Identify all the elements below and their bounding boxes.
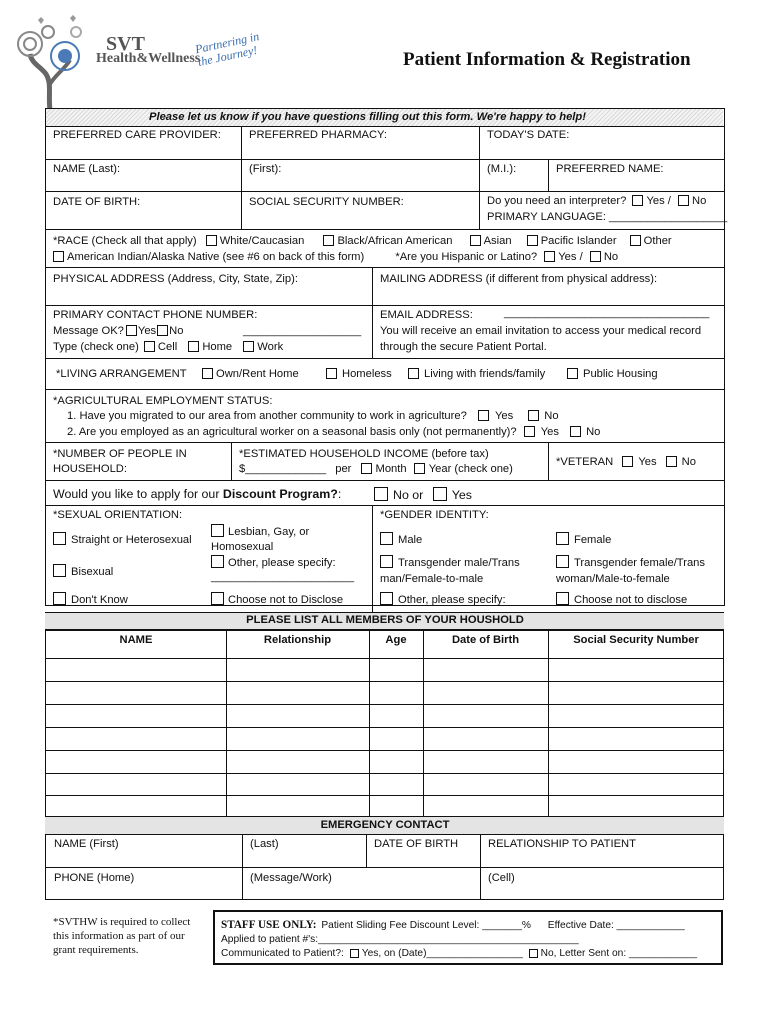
race-white-label: White/Caucasian <box>219 235 305 247</box>
race-black-checkbox[interactable] <box>323 235 334 246</box>
so-straight-checkbox[interactable] <box>53 532 66 545</box>
living-public-checkbox[interactable] <box>567 368 578 379</box>
message-yes-label: Yes <box>137 325 157 337</box>
divider <box>548 159 549 191</box>
so-lgb-checkbox[interactable] <box>211 524 224 537</box>
phone-work-label: Work <box>257 341 284 353</box>
income-year-label: Year (check one) <box>428 463 513 475</box>
so-other-label: Other, please specify: <box>228 557 336 569</box>
discount-program-label: Discount Program? <box>222 487 338 501</box>
divider <box>372 267 373 359</box>
living-homeless-option <box>326 367 392 381</box>
ec-first-name-label: NAME (First) <box>54 838 119 850</box>
staff-applied: Applied to patient #'s:______________________________________________ <box>221 934 579 945</box>
so-dontknow-option <box>53 592 128 607</box>
logo-tagline: Partnering in the Journey! <box>193 29 261 69</box>
hispanic-label: *Are you Hispanic or Latino? <box>395 251 538 263</box>
race-asian-checkbox[interactable] <box>470 235 481 246</box>
divider <box>45 505 724 506</box>
race-native-label: American Indian/Alaska Native (see #6 on back of this form) <box>67 251 365 263</box>
members-col-ssn: Social Security Number <box>573 634 699 646</box>
preferred-name-label: PREFERRED NAME: <box>556 163 664 175</box>
table-row[interactable] <box>46 681 724 682</box>
divider <box>480 834 481 899</box>
so-bisexual-option <box>53 564 113 579</box>
hispanic-yes-checkbox[interactable] <box>544 251 555 262</box>
living-friends-option <box>408 367 545 381</box>
divider <box>45 358 724 359</box>
agri-q1-label: 1. Have you migrated to our area from another community to work in agriculture? <box>67 410 467 422</box>
staff-row-3 <box>221 947 697 961</box>
staff-yes-checkbox[interactable] <box>350 949 359 958</box>
people-label-1: *NUMBER OF PEOPLE IN <box>53 448 187 460</box>
primary-language-label: PRIMARY LANGUAGE: ___________________ <box>487 211 728 223</box>
so-lgb-label-2: Homosexual <box>211 541 274 553</box>
phone-line: ___________________ <box>243 325 362 337</box>
income-label: *ESTIMATED HOUSEHOLD INCOME (before tax) <box>239 448 489 460</box>
date-of-birth-label: DATE OF BIRTH: <box>53 196 141 208</box>
logo-brand-bottom: Health&Wellness <box>96 51 201 66</box>
race-black-label: Black/African American <box>337 235 453 247</box>
so-other-option <box>211 555 336 570</box>
income-year-checkbox[interactable] <box>414 463 425 474</box>
race-white-checkbox[interactable] <box>206 235 217 246</box>
living-own-checkbox[interactable] <box>202 368 213 379</box>
interpreter-question <box>487 194 706 208</box>
hispanic-no-checkbox[interactable] <box>590 251 601 262</box>
sexual-orientation-label: *SEXUAL ORIENTATION: <box>53 509 183 521</box>
agri-q1-no-label: No <box>544 410 559 422</box>
staff-use-label: STAFF USE ONLY: <box>221 919 317 931</box>
gi-notdisclose-checkbox[interactable] <box>556 592 569 605</box>
phone-label: PRIMARY CONTACT PHONE NUMBER: <box>53 309 258 321</box>
so-other-checkbox[interactable] <box>211 555 224 568</box>
hispanic-no-label: No <box>603 251 619 263</box>
ec-message-label: (Message/Work) <box>250 872 332 884</box>
race-row <box>53 234 672 248</box>
gi-transmale-checkbox[interactable] <box>380 555 393 568</box>
phone-work-checkbox[interactable] <box>243 341 254 352</box>
message-no-label: No <box>169 325 184 337</box>
income-per: per <box>335 463 352 475</box>
agri-q1-yes-label: Yes <box>494 410 514 422</box>
discount-yes-checkbox[interactable] <box>433 487 447 501</box>
gi-female-option <box>556 532 611 547</box>
phone-home-label: Home <box>202 341 233 353</box>
preferred-pharmacy-label: PREFERRED PHARMACY: <box>249 129 388 141</box>
ec-dob-label: DATE OF BIRTH <box>374 838 459 850</box>
agri-q2-no-checkbox[interactable] <box>570 426 581 437</box>
divider <box>241 126 242 230</box>
message-ok-row <box>53 324 183 338</box>
living-friends-label: Living with friends/family <box>424 368 546 380</box>
emergency-table <box>45 834 724 900</box>
interpreter-yes-label: Yes / <box>646 195 671 207</box>
divider <box>45 126 724 127</box>
so-notdisclose-option <box>211 592 343 607</box>
agri-q1-no-checkbox[interactable] <box>528 410 539 421</box>
help-banner: Please let us know if you have questions filling out this form. We're happy to help! <box>149 111 586 123</box>
income-dollar: $ <box>239 463 246 475</box>
veteran-yes-checkbox[interactable] <box>622 456 633 467</box>
gi-other-option <box>380 592 506 607</box>
gi-transfemale-label-1: Transgender female/Trans <box>574 557 705 569</box>
veteran-row <box>556 455 696 469</box>
table-row[interactable] <box>46 704 724 705</box>
veteran-yes-label: Yes <box>638 456 657 468</box>
members-table <box>45 630 724 817</box>
phone-cell-label: Cell <box>157 341 178 353</box>
phone-home-checkbox[interactable] <box>188 341 199 352</box>
race-asian-label: Asian <box>483 235 512 247</box>
interpreter-no-label: No <box>692 195 707 207</box>
interpreter-label: Do you need an interpreter? <box>487 195 627 207</box>
divider <box>372 505 373 612</box>
logo-brand-top: SVT <box>106 33 145 55</box>
so-lgb-label-1: Lesbian, Gay, or <box>228 526 310 538</box>
gi-transfemale-option <box>556 555 705 570</box>
phone-type-label: Type (check one) <box>53 341 139 353</box>
staff-yes-label: Yes, on (Date)_________________ <box>361 948 523 959</box>
first-name-label: (First): <box>249 163 282 175</box>
staff-communicated-label: Communicated to Patient?: <box>221 948 344 959</box>
page-title: Patient Information & Registration <box>403 49 691 70</box>
gi-transmale-label-2: man/Female-to-male <box>380 573 484 585</box>
income-row <box>239 462 513 476</box>
discount-colon: : <box>337 487 342 501</box>
divider <box>479 126 480 230</box>
message-no-checkbox[interactable] <box>157 325 168 336</box>
gi-transfemale-checkbox[interactable] <box>556 555 569 568</box>
table-row[interactable] <box>46 727 724 728</box>
veteran-no-label: No <box>681 456 696 468</box>
mailing-address-label: MAILING ADDRESS (if different from physical address): <box>380 273 658 285</box>
email-label: EMAIL ADDRESS: <box>380 309 473 321</box>
living-public-option <box>567 367 658 381</box>
agri-q2-no-label: No <box>586 426 601 438</box>
message-yes-checkbox[interactable] <box>126 325 137 336</box>
last-name-label: NAME (Last): <box>53 163 121 175</box>
preferred-provider-label: PREFERRED CARE PROVIDER: <box>53 129 221 141</box>
members-col-age: Age <box>385 634 407 646</box>
staff-no-label: No, Letter Sent on: ____________ <box>540 948 697 959</box>
gi-other-label: Other, please specify: <box>398 594 506 606</box>
gi-transfemale-label-2: woman/Male-to-female <box>556 573 670 585</box>
gi-female-checkbox[interactable] <box>556 532 569 545</box>
members-title: PLEASE LIST ALL MEMBERS OF YOUR HOUSHOLD <box>246 614 524 626</box>
discount-no-label: No or <box>393 488 424 502</box>
living-label: *LIVING ARRANGEMENT <box>56 368 187 380</box>
logo <box>10 14 270 110</box>
message-ok-label: Message OK? <box>53 325 124 337</box>
divider <box>45 229 724 230</box>
ec-phone-home-label: PHONE (Home) <box>54 872 135 884</box>
footnote-line-2: this information as part of our <box>53 930 185 942</box>
so-other-line: _______________________ <box>211 571 355 583</box>
living-public-label: Public Housing <box>583 368 658 380</box>
interpreter-no-checkbox[interactable] <box>678 195 689 206</box>
living-own-label: Own/Rent Home <box>216 368 299 380</box>
living-friends-checkbox[interactable] <box>408 368 419 379</box>
tree-logo-icon <box>10 14 90 110</box>
members-col-relationship: Relationship <box>263 634 332 646</box>
race-label: *RACE (Check all that apply) <box>53 235 197 247</box>
discount-yes-label: Yes <box>451 488 472 502</box>
staff-discount-level: Patient Sliding Fee Discount Level: _______% <box>321 920 531 931</box>
ec-relationship-label: RELATIONSHIP TO PATIENT <box>488 838 636 850</box>
gi-transmale-label-1: Transgender male/Trans <box>398 557 520 569</box>
divider <box>45 480 724 481</box>
interpreter-yes-checkbox[interactable] <box>632 195 643 206</box>
email-line: _________________________________ <box>504 307 710 319</box>
gi-notdisclose-option <box>556 592 687 607</box>
phone-type-row <box>53 340 283 354</box>
ec-cell-label: (Cell) <box>488 872 515 884</box>
agri-q2-yes-label: Yes <box>540 426 559 438</box>
agri-q2-yes-checkbox[interactable] <box>524 426 535 437</box>
so-notdisclose-checkbox[interactable] <box>211 592 224 605</box>
living-own-option <box>202 367 299 381</box>
discount-no-checkbox[interactable] <box>374 487 388 501</box>
phone-cell-checkbox[interactable] <box>144 341 155 352</box>
physical-address-label: PHYSICAL ADDRESS (Address, City, State, Zip): <box>53 273 298 285</box>
income-month-label: Month <box>375 463 407 475</box>
members-col-dob: Date of Birth <box>451 634 520 646</box>
footnote-line-1: *SVTHW is required to collect <box>53 916 191 928</box>
table-row[interactable] <box>46 795 724 796</box>
discount-options <box>374 487 472 502</box>
todays-date-label: TODAY'S DATE: <box>487 129 570 141</box>
race-row-2 <box>53 250 618 264</box>
race-native-checkbox[interactable] <box>53 251 64 262</box>
veteran-label: *VETERAN <box>556 456 614 468</box>
gi-other-checkbox[interactable] <box>380 592 393 605</box>
footnote-line-3: grant requirements. <box>53 944 139 956</box>
divider <box>242 834 243 899</box>
divider <box>45 159 724 160</box>
gi-female-label: Female <box>574 534 612 546</box>
agri-label: *AGRICULTURAL EMPLOYMENT STATUS: <box>53 395 273 407</box>
people-label-2: HOUSEHOLD: <box>53 463 127 475</box>
ssn-label: SOCIAL SECURITY NUMBER: <box>249 196 404 208</box>
divider <box>366 834 367 867</box>
email-note-2: through the secure Patient Portal. <box>380 341 547 353</box>
so-dontknow-label: Don't Know <box>71 594 128 606</box>
gender-identity-label: *GENDER IDENTITY: <box>380 509 489 521</box>
divider <box>45 267 724 268</box>
so-straight-option <box>53 532 192 547</box>
hispanic-yes-label: Yes / <box>558 251 583 263</box>
so-bisexual-label: Bisexual <box>71 566 114 578</box>
gi-male-option <box>380 532 422 547</box>
gi-male-checkbox[interactable] <box>380 532 393 545</box>
staff-row-1 <box>221 918 685 933</box>
emergency-title: EMERGENCY CONTACT <box>320 819 450 831</box>
gi-transmale-option <box>380 555 520 570</box>
income-line: _____________ <box>245 463 327 475</box>
so-dontknow-checkbox[interactable] <box>53 592 66 605</box>
divider <box>45 442 724 443</box>
divider <box>46 867 724 868</box>
so-bisexual-checkbox[interactable] <box>53 564 66 577</box>
staff-no-checkbox[interactable] <box>529 949 538 958</box>
agri-q2-label: 2. Are you employed as an agricultural worker on a seasonal basis only (not permanently)? <box>67 426 517 438</box>
table-row[interactable] <box>46 750 724 751</box>
race-pacific-label: Pacific Islander <box>540 235 617 247</box>
race-pacific-checkbox[interactable] <box>527 235 538 246</box>
living-homeless-checkbox[interactable] <box>326 368 337 379</box>
members-col-name: NAME <box>119 634 153 646</box>
divider <box>548 442 549 480</box>
divider <box>45 191 724 192</box>
agri-q1-yes-checkbox[interactable] <box>478 410 489 421</box>
veteran-no-checkbox[interactable] <box>666 456 677 467</box>
middle-initial-label: (M.I.): <box>487 163 517 175</box>
divider <box>45 389 724 390</box>
race-other-checkbox[interactable] <box>630 235 641 246</box>
income-month-checkbox[interactable] <box>361 463 372 474</box>
agri-q2-row <box>67 425 600 439</box>
so-notdisclose-label: Choose not to Disclose <box>228 594 344 606</box>
race-other-label: Other <box>643 235 672 247</box>
divider <box>231 442 232 480</box>
so-lgb-option <box>211 524 309 539</box>
gi-male-label: Male <box>398 534 423 546</box>
ec-last-name-label: (Last) <box>250 838 279 850</box>
staff-effective-date: Effective Date: ____________ <box>547 920 685 931</box>
email-note-1: You will receive an email invitation to access your medical record <box>380 325 702 337</box>
gi-notdisclose-label: Choose not to disclose <box>574 594 688 606</box>
so-straight-label: Straight or Heterosexual <box>71 534 192 546</box>
discount-question <box>53 487 341 501</box>
discount-q-text: Would you like to apply for our <box>53 487 223 501</box>
living-homeless-label: Homeless <box>342 368 392 380</box>
table-row[interactable] <box>46 658 724 659</box>
table-row[interactable] <box>46 773 724 774</box>
agri-q1-row <box>67 409 559 423</box>
